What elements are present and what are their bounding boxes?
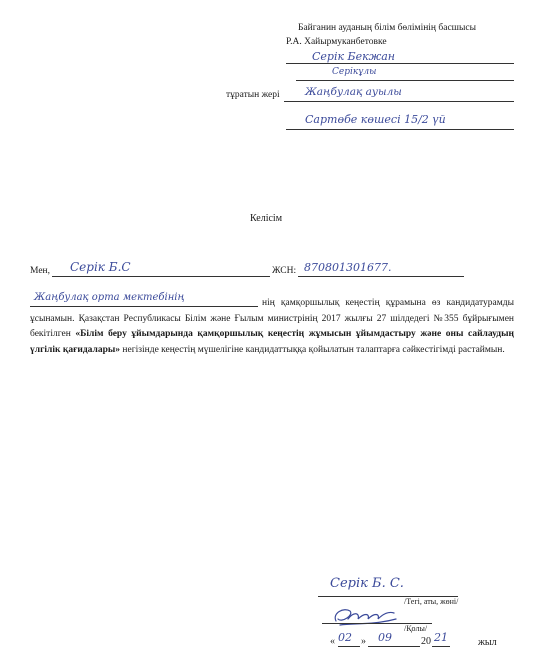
date-year-handwritten: 21: [434, 631, 448, 644]
iin-line: [298, 276, 464, 277]
identity-prefix: Мен,: [30, 266, 50, 276]
recipient-line-2: Р.А. Хайырмуканбетовке: [286, 37, 387, 47]
iin-label: ЖСН:: [272, 266, 297, 276]
recipient-line-1: Байганин ауданың білім бөлімінің басшысы: [298, 23, 476, 33]
applicant-patronymic-line: [296, 80, 514, 81]
handwritten-signature: [330, 603, 400, 631]
applicant-name-line: [286, 63, 514, 64]
signature-caption: /Қолы/: [404, 624, 428, 633]
consent-text-bold: «Білім беру ұйымдарында қамқоршылық кеңестің жұмысын ұйымдастыру және оны сайлаудың үлгілік қағидалары»: [30, 329, 514, 355]
address-label: тұратын жері: [226, 90, 280, 100]
identity-name-handwritten: Серік Б.С: [70, 260, 131, 274]
consent-text-1: нің қамқоршылық кеңестің құрамына өз кандидатурамды ұсынамын. Қазақстан Республикасы Білім және Ғылым министрінің 2017 жылғы 27 шілдедегі №355 бұйрығымен бекітілген: [30, 298, 514, 339]
footer-name-handwritten: Серік Б. С.: [330, 576, 404, 591]
identity-name-line: [52, 276, 270, 277]
consent-text-2: негізінде кеңестің мүшелігіне кандидаттыққа қойылатын талаптарға сәйкестігімді растаймын.: [122, 344, 505, 355]
document-title: Келісім: [250, 213, 283, 224]
date-month-handwritten: 09: [378, 631, 392, 644]
date-year-line: [432, 646, 450, 647]
date-year-suffix: жыл: [478, 637, 497, 648]
applicant-name-handwritten: Серік Бекжан: [312, 50, 396, 63]
address-handwritten-2: Сартөбе көшесі 15/2 үй: [305, 113, 446, 126]
date-day-handwritten: 02: [338, 631, 352, 644]
address-line-1: [284, 101, 514, 102]
consent-paragraph: [30, 296, 514, 358]
iin-handwritten: 870801301677.: [304, 261, 392, 274]
date-open-quote: «: [330, 636, 335, 647]
footer-name-caption: /Тегі, аты, жөні/: [404, 597, 459, 606]
school-handwritten: Жаңбулақ орта мектебінің: [34, 292, 185, 303]
applicant-patronymic-handwritten: Серікұлы: [332, 67, 377, 77]
date-year-prefix: 20: [421, 636, 431, 647]
date-month-line: [368, 646, 420, 647]
address-handwritten-1: Жаңбулақ ауылы: [305, 86, 402, 98]
date-day-line: [338, 646, 360, 647]
date-close-quote: »: [361, 636, 366, 647]
address-line-2: [286, 129, 514, 130]
